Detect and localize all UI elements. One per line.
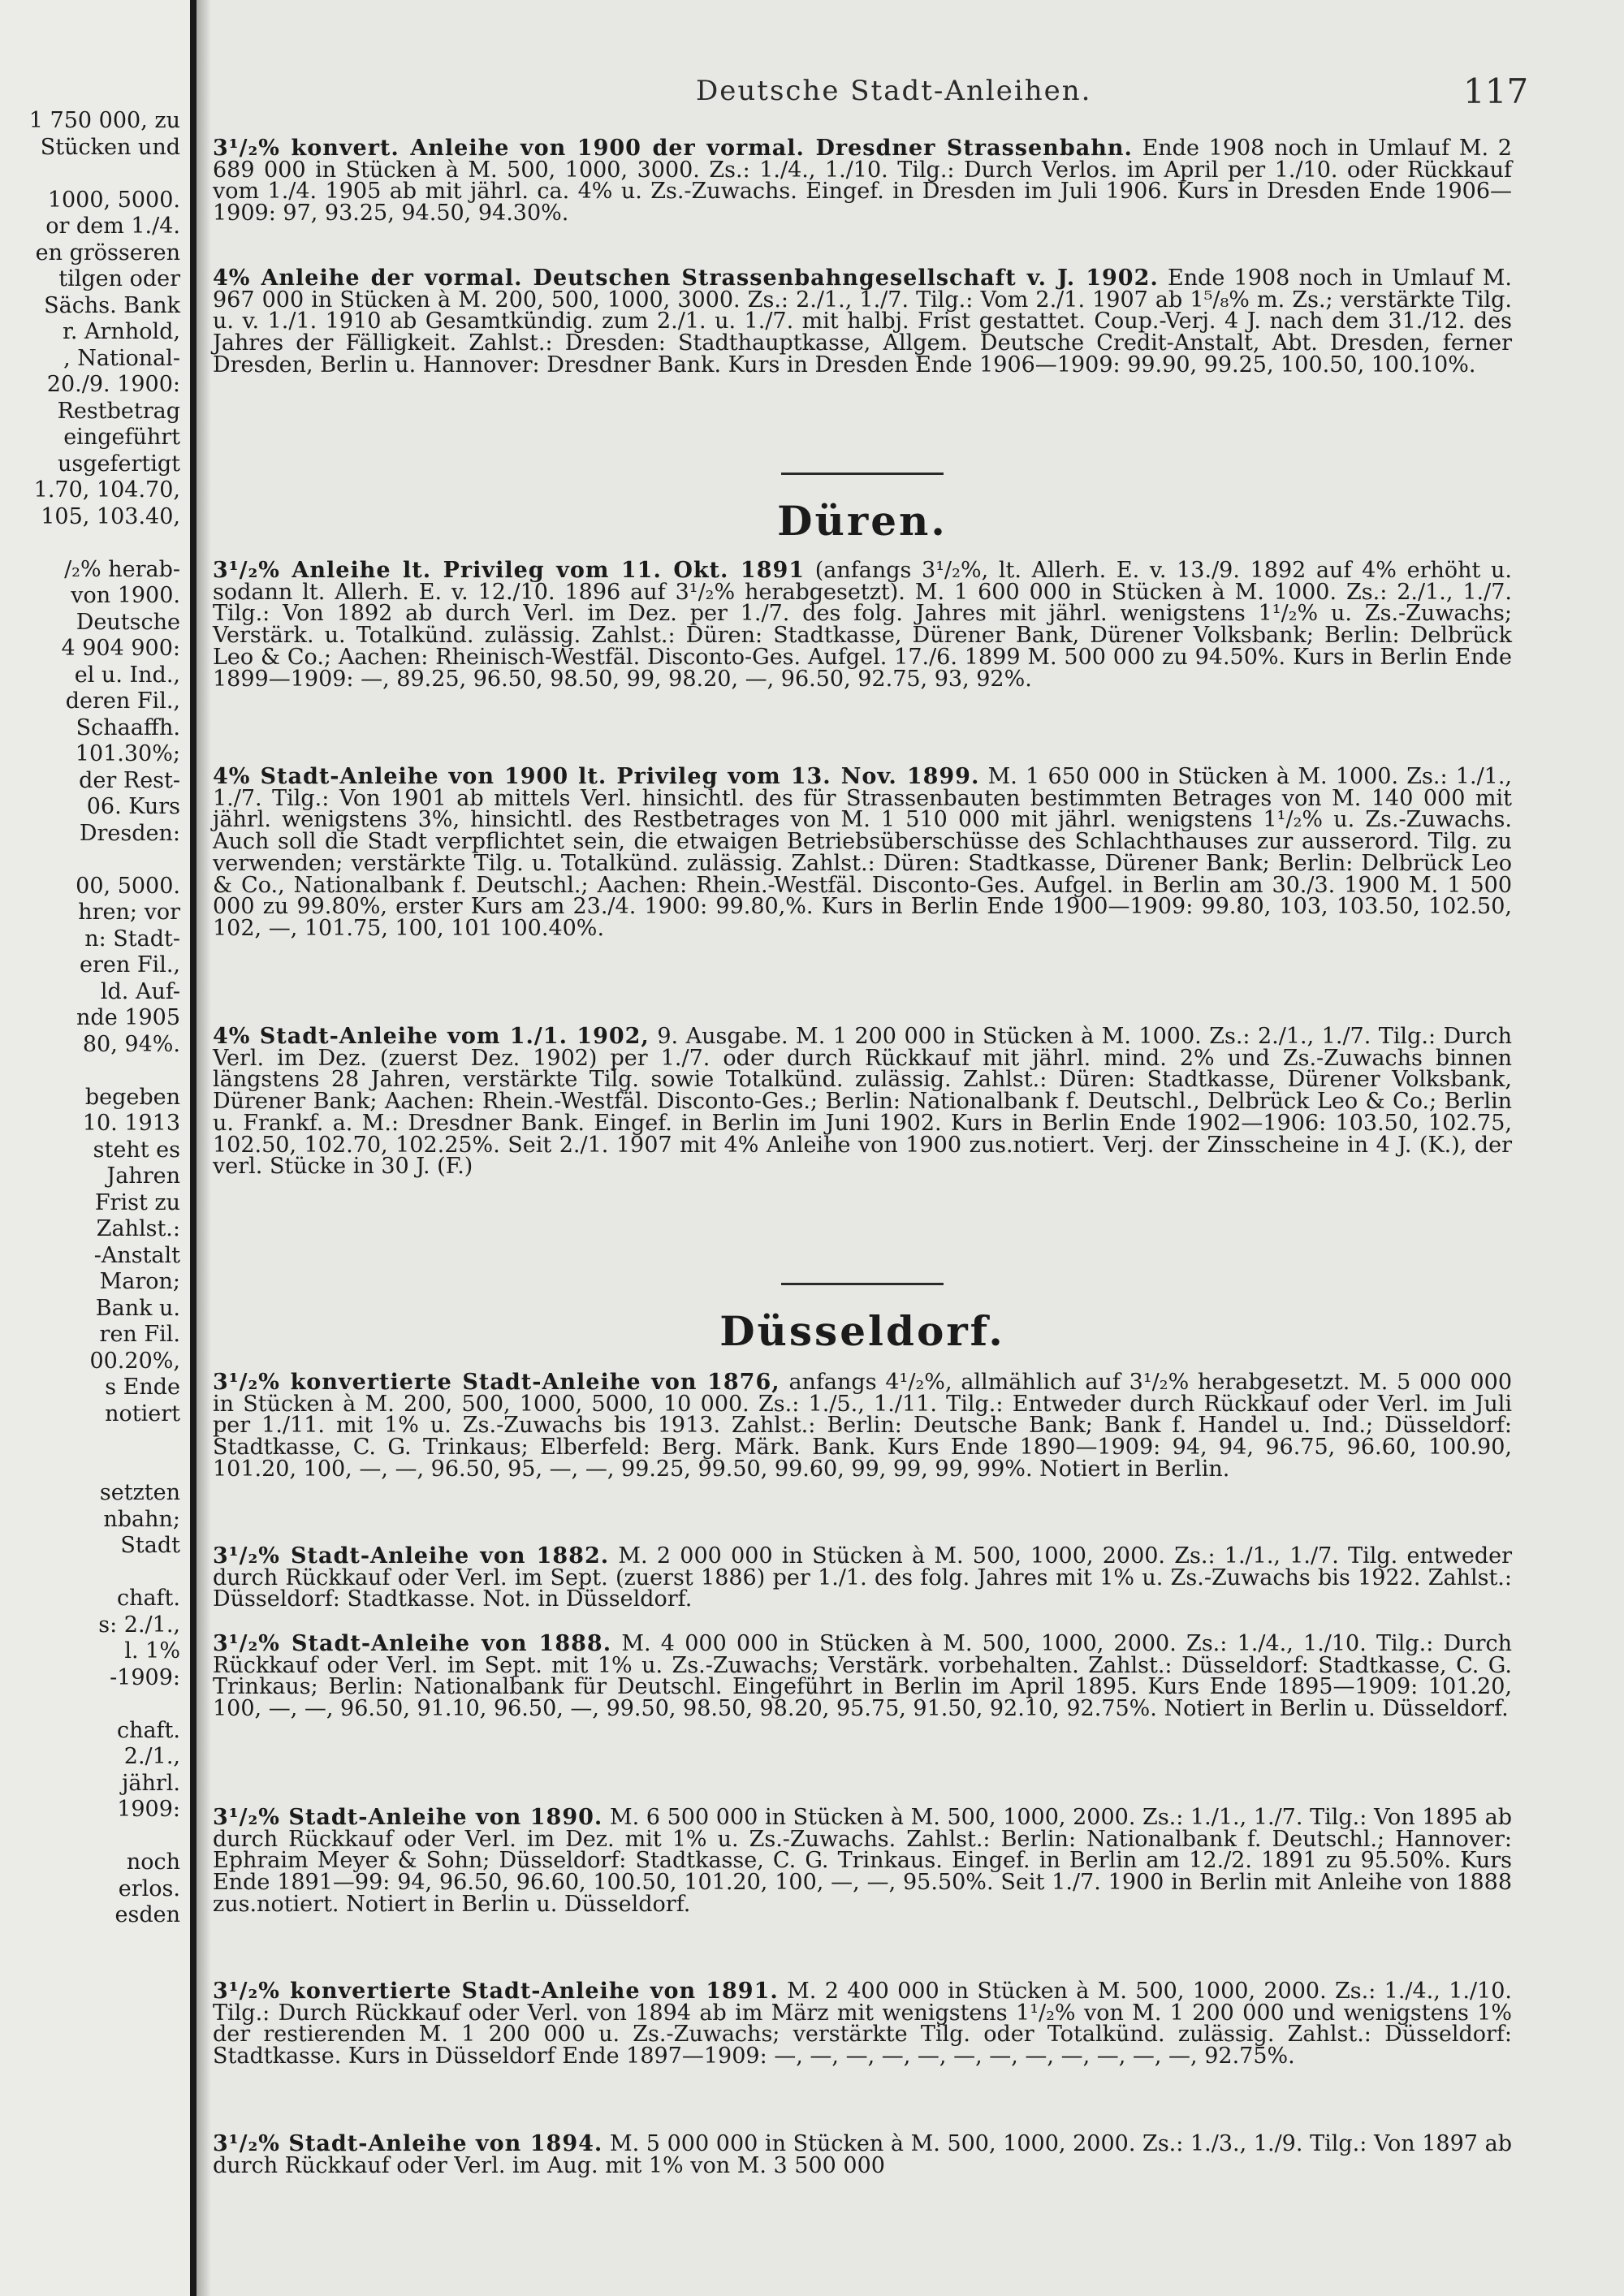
section-rule: [781, 473, 944, 475]
fragment-line: l. 1%: [124, 1638, 180, 1664]
entry-heading: 3¹/₂% Stadt-Anleihe von 1882.: [213, 1543, 610, 1569]
fragment-line: 1.70, 104.70,: [33, 477, 180, 503]
page-number: 117: [1463, 71, 1529, 111]
fragment-line: Stücken und: [40, 134, 180, 160]
fragment-line: steht es: [93, 1137, 180, 1163]
fragment-line: 06. Kurs: [86, 794, 180, 819]
fragment-line: esden: [114, 1902, 180, 1927]
page: [213, 0, 1624, 2296]
fragment-line: chaft.: [116, 1586, 180, 1611]
city-heading-duesseldorf: Düsseldorf.: [719, 1307, 1005, 1355]
fragment-line: 1 750 000, zu: [28, 108, 180, 133]
entry-heading: 3¹/₂% konvertierte Stadt-Anleihe von 1876,: [213, 1370, 780, 1395]
fragment-line: Deutsche: [76, 609, 180, 635]
entry-duesseldorf-1894: [213, 2131, 1512, 2178]
fragment-line: s: 2./1.,: [98, 1612, 180, 1638]
entry-heading: 3¹/₂% konvert. Anleihe von 1900 der vormal. Dresdner Strassenbahn.: [213, 136, 1133, 161]
fragment-line: eingeführt: [63, 425, 180, 450]
entry-heading: 3¹/₂% Stadt-Anleihe von 1890.: [213, 1805, 603, 1830]
fragment-line: Sächs. Bank: [44, 292, 180, 318]
entry-text: M. 6 500 000 in Stücken à M. 500, 1000, 2000. Zs.: 1./1., 1./7. Tilg.: Von 1895 ab durch Rückkauf oder Verl. im Dez. mit 1% u. Zs.-Zuwachs. Zahlst.: Berlin: Nationalbank f. Deutschl.; Hannover: Ephraim Meyer & Sohn; Düsseldorf: Stadtkasse, C. G. Trinkaus. Eingef. in Berlin am 12./2. 1891 zu 95.50%. Kurs Ende 1891—99: 94, 96.50, 96.60, 100.50, 101.20, 100, —, —, 95.50%. Seit 1./7. 1900 in Berlin mit Anleihe von 1888 zus.notiert. Notiert in Berlin u. Düsseldorf.: [213, 1805, 1512, 1917]
fragment-line: nde 1905: [76, 1005, 180, 1030]
fragment-line: Frist zu: [94, 1189, 180, 1215]
fragment-line: 00.20%,: [89, 1348, 180, 1374]
fragment-line: Bank u.: [95, 1295, 180, 1321]
fragment-line: usgefertigt: [57, 451, 180, 477]
fragment-line: 20./9. 1900:: [46, 372, 180, 397]
fragment-line: der Rest-: [79, 767, 180, 793]
gutter-shadow: [197, 0, 211, 2296]
fragment-line: Schaaffh.: [76, 714, 180, 740]
fragment-line: tilgen oder: [58, 266, 180, 291]
previous-page-fragment: [0, 0, 192, 2296]
fragment-line: 1000, 5000.: [47, 187, 180, 213]
entry-text: (anfangs 3¹/₂%, lt. Allerh. E. v. 13./9. 1892 auf 4% erhöht u. sodann lt. Allerh. E. v. 12./10. 1896 auf 3¹/₂% herabgesetzt). M. 1 600 000 in Stücken à M. 1000. Zs.: 2./1., 1./7. Tilg.: Von 1892 ab durch Verl. im Dez. per 1./7. des folg. Jahres mit jährl. wenigstens 1¹/₂% u. Zs.-Zuwachs; Verstärk. u. Totalkünd. zulässig. Zahlst.: Düren: Stadtkasse, Dürener Bank, Dürener Volksbank; Berlin: Delbrück Leo & Co.; Aachen: Rheinisch-Westfäl. Disconto-Ges. Aufgel. 17./6. 1899 M. 500 000 zu 94.50%. Kurs in Berlin Ende 1899—1909: —, 89.25, 96.50, 98.50, 99, 98.20, —, 96.50, 92.75, 93, 92%.: [213, 558, 1513, 692]
entry-text: anfangs 4¹/₂%, allmählich auf 3¹/₂% herabgesetzt. M. 5 000 000 in Stücken à M. 200, 500, 1000, 5000, 10 000. Zs.: 1./5., 1./11. Tilg.: Entweder durch Rückkauf oder Verl. im Juli per 1./11. mit 1% u. Zs.-Zuwachs bis 1913. Zahlst.: Berlin: Deutsche Bank; Bank f. Handel u. Ind.; Düsseldorf: Stadtkasse, C. G. Trinkaus; Elberfeld: Berg. Märk. Bank. Kurs Ende 1890—1909: 94, 94, 96.75, 96.60, 100.90, 101.20, 100, —, —, 96.50, 95, —, —, 99.25, 99.50, 99.60, 99, 99, 99, 99%. Notiert in Berlin.: [213, 1370, 1512, 1482]
fragment-line: /₂% herab-: [64, 556, 180, 582]
entry-heading: 4% Stadt-Anleihe vom 1./1. 1902,: [213, 1024, 650, 1049]
fragment-line: -Anstalt: [93, 1242, 180, 1268]
entry-text: 9. Ausgabe. M. 1 200 000 in Stücken à M. 1000. Zs.: 2./1., 1./7. Tilg.: Durch Verl. im Dez. (zuerst Dez. 1902) per 1./7. oder durch Rückkauf mit jährl. mind. 2% und Zs.-Zuwachs binnen längstens 28 Jahren, verstärkte Tilg. sowie Totalkünd. zulässig. Zahlst.: Düren: Stadtkasse, Dürener Volksbank, Dürener Bank; Aachen: Rhein.-Westfäl. Disconto-Ges.; Berlin: Nationalbank f. Deutschl., Delbrück Leo & Co.; Berlin u. Frankf. a. M.: Dresdner Bank. Eingef. in Berlin im Juni 1902. Kurs in Berlin Ende 1902—1906: 103.50, 102.75, 102.50, 102.70, 102.25%. Seit 2./1. 1907 mit 4% Anleihe von 1900 zus.notiert. Verj. der Zinsscheine in 4 J. (K.), der verl. Stücke in 30 J. (F.): [213, 1024, 1512, 1180]
fragment-line: 105, 103.40,: [41, 503, 180, 529]
fragment-line: Restbetrag: [57, 398, 180, 424]
entry-heading: 4% Anleihe der vormal. Deutschen Strassenbahngesellschaft v. J. 1902.: [213, 265, 1159, 291]
fragment-line: n: Stadt-: [84, 926, 180, 952]
fragment-line: Maron;: [99, 1269, 180, 1294]
fragment-line: -1909:: [110, 1664, 180, 1690]
fragment-line: or dem 1./4.: [45, 214, 180, 239]
city-heading-dueren: Düren.: [777, 497, 948, 545]
fragment-line: 2./1.,: [123, 1744, 180, 1769]
entry-heading: 3¹/₂% Stadt-Anleihe von 1888.: [213, 1631, 612, 1656]
fragment-line: , National-: [63, 345, 180, 371]
fragment-line: eren Fil.,: [79, 952, 180, 978]
fragment-line: en grösseren: [35, 240, 180, 265]
fragment-line: 1909:: [117, 1797, 180, 1822]
entry-heading: 4% Stadt-Anleihe von 1900 lt. Privileg vom 13. Nov. 1899.: [213, 764, 980, 789]
entry-text: M. 4 000 000 in Stücken à M. 500, 1000, 2000. Zs.: 1./4., 1./10. Tilg.: Durch Rückkauf oder Verl. im Sept. mit 1% u. Zs.-Zuwachs; Verstärk. vorbehalten. Zahlst.: Düsseldorf: Stadtkasse, C. G. Trinkaus; Berlin: Nationalbank für Deutschl. Eingeführt in Berlin im April 1895. Kurs Ende 1895—1909: 101.20, 100, —, —, 96.50, 91.10, 96.50, —, 99.50, 98.50, 98.20, 95.75, 91.50, 92.10, 92.75%. Notiert in Berlin u. Düsseldorf.: [213, 1631, 1512, 1722]
fragment-line: 101.30%;: [75, 741, 180, 766]
entry-duesseldorf-1882: [213, 1543, 1512, 1612]
entry-duesseldorf-1890: [213, 1807, 1512, 1916]
fragment-line: jährl.: [122, 1770, 180, 1796]
fragment-line: notiert: [105, 1400, 180, 1426]
fragment-line: chaft.: [116, 1717, 180, 1743]
fragment-line: erlos.: [118, 1875, 180, 1901]
fragment-line: s Ende: [105, 1375, 180, 1400]
fragment-line: Jahren: [106, 1163, 180, 1189]
fragment-line: ld. Auf-: [100, 978, 180, 1004]
binding-gutter: [190, 0, 197, 2296]
fragment-line: 80, 94%.: [82, 1031, 180, 1057]
fragment-line: 10. 1913: [82, 1111, 180, 1136]
fragment-line: Stadt: [120, 1533, 180, 1558]
entry-text: M. 5 000 000 in Stücken à M. 500, 1000, 2000. Zs.: 1./3., 1./9. Tilg.: Von 1897 ab durch Rückkauf oder Verl. im Aug. mit 1% von M. 3 500 000: [213, 2131, 1512, 2178]
entry-dueren-1900: [213, 766, 1512, 940]
running-head: Deutsche Stadt-Anleihen.: [696, 75, 1092, 107]
entry-duesseldorf-1891: [213, 1981, 1512, 2068]
fragment-line: Zahlst.:: [96, 1216, 180, 1241]
entry-dueren-1891: [213, 560, 1512, 690]
fragment-line: r. Arnhold,: [62, 319, 180, 344]
entry-text: Ende 1908 noch in Umlauf M. 2 689 000 in Stücken à M. 500, 1000, 3000. Zs.: 1./4., 1./10. Tilg.: Durch Verlos. im April per 1./10. oder Rückkauf vom 1./4. 1905 ab mit jährl. ca. 4% u. Zs.-Zuwachs. Eingef. in Dresden im Juli 1906. Kurs in Dresden Ende 1906—1909: 97, 93.25, 94.50, 94.30%.: [213, 136, 1512, 227]
entry-heading: 3¹/₂% konvertierte Stadt-Anleihe von 1891.: [213, 1979, 779, 2004]
fragment-line: setzten: [99, 1480, 180, 1505]
entry-heading: 3¹/₂% Stadt-Anleihe von 1894.: [213, 2131, 603, 2156]
entry-dueren-1902: [213, 1026, 1512, 1178]
entry-text: M. 2 000 000 in Stücken à M. 500, 1000, 2000. Zs.: 1./1., 1./7. Tilg. entweder durch Rückkauf oder Verl. im Sept. (zuerst 1886) per 1./1. des folg. Jahres mit 1% u. Zs.-Zuwachs bis 1922. Zahlst.: Düsseldorf: Stadtkasse. Not. in Düsseldorf.: [213, 1543, 1512, 1612]
fragment-line: begeben: [84, 1084, 180, 1110]
entry-text: Ende 1908 noch in Umlauf M. 967 000 in Stücken à M. 200, 500, 1000, 3000. Zs.: 2./1., 1./7. Tilg.: Vom 2./1. 1907 ab 1⁵/₈% m. Zs.; verstärkte Tilg. u. v. 1./1. 1910 ab Gesamtkündig. zum 2./1. u. 1./7. mit halbj. Frist gestattet. Coup.-Verj. 4 J. nach dem 31./12. des Jahres der Fälligkeit. Zahlst.: Dresden: Stadthauptkasse, Allgem. Deutsche Credit-Anstalt, Abt. Dresden, ferner Dresden, Berlin u. Hannover: Dresdner Bank. Kurs in Dresden Ende 1906—1909: 99.90, 99.25, 100.50, 100.10%.: [213, 265, 1512, 378]
fragment-line: Dresden:: [79, 820, 180, 846]
entry-text: M. 1 650 000 in Stücken à M. 1000. Zs.: 1./1., 1./7. Tilg.: Von 1901 ab mittels Verl. hinsichtl. des für Strassenbauten bestimmten Betrages von M. 140 000 mit jährl. wenigstens 3%, hinsichtl. des Restbetrages von M. 1 510 000 mit jährl. wenigstens 1¹/₂% u. Zs.-Zuwachs. Auch soll die Stadt verpflichtet sein, die etwaigen Betriebsüberschüsse des Schlachthauses zur ausserord. Tilg. zu verwenden; verstärkte Tilg. u. Totalkünd. zulässig. Zahlst.: Düren: Stadtkasse, Dürener Bank; Berlin: Delbrück Leo & Co., Nationalbank f. Deutschl.; Aachen: Rhein.-Westfäl. Disconto-Ges. Aufgel. in Berlin am 30./3. 1900 M. 1 500 000 zu 99.80%, erster Kurs am 23./4. 1900: 99.80,%. Kurs in Berlin Ende 1900—1909: 99.80, 103, 103.50, 102.50, 102, —, 101.75, 100, 101 100.40%.: [213, 764, 1513, 941]
fragment-line: ren Fil.: [99, 1322, 180, 1347]
entry-dresden-deutsche-strassenbahn: [213, 265, 1512, 378]
section-rule: [781, 1283, 944, 1285]
entry-duesseldorf-1888: [213, 1631, 1512, 1722]
fragment-line: deren Fil.,: [65, 688, 180, 714]
fragment-line: noch: [126, 1849, 180, 1875]
entry-duesseldorf-1876: [213, 1372, 1512, 1481]
fragment-line: hren; vor: [78, 900, 180, 925]
fragment-line: 00, 5000.: [76, 873, 180, 899]
fragment-line: 4 904 900:: [61, 636, 180, 661]
fragment-line: von 1900.: [71, 583, 180, 608]
entry-text: M. 2 400 000 in Stücken à M. 500, 1000, 2000. Zs.: 1./4., 1./10. Tilg.: Durch Rückkauf oder Verl. von 1894 ab im März mit wenigstens 1¹/₂% von M. 1 200 000 und wenigstens 1% der restierenden M. 1 200 000 u. Zs.-Zuwachs; verstärkte Tilg. oder Totalkünd. zulässig. Zahlst.: Düsseldorf: Stadtkasse. Kurs in Düsseldorf Ende 1897—1909: —, —, —, —, —, —, —, —, —, —, —, —, 92.75%.: [213, 1979, 1512, 2069]
entry-dresden-strassenbahn: [213, 138, 1512, 225]
fragment-line: el u. Ind.,: [74, 662, 180, 688]
entry-heading: 3¹/₂% Anleihe lt. Privileg vom 11. Okt. 1891: [213, 558, 806, 583]
fragment-line: nbahn;: [103, 1506, 180, 1532]
